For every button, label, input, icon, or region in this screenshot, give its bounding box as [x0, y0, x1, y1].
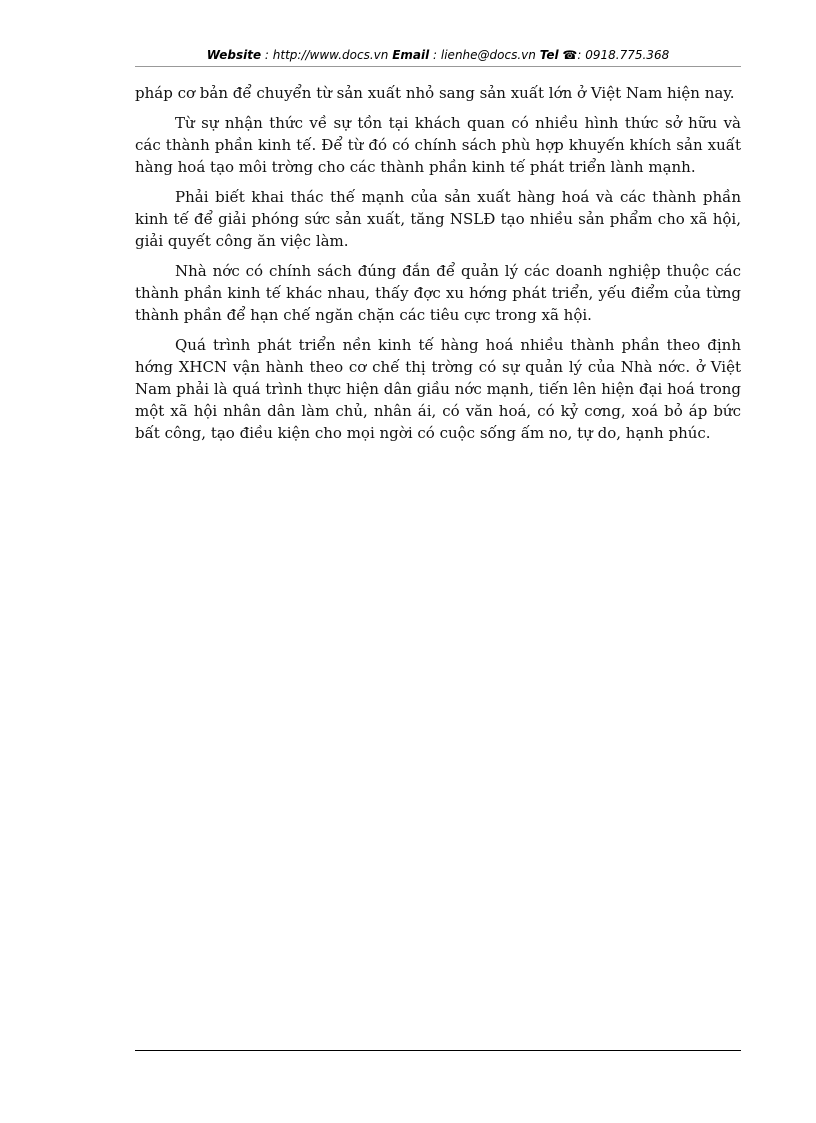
header-divider	[135, 66, 741, 67]
website-separator: :	[261, 48, 273, 62]
website-url[interactable]: http://www.docs.vn	[272, 48, 389, 62]
email-address[interactable]: lienhe@docs.vn	[440, 48, 536, 62]
paragraph: pháp cơ bản để chuyển từ sản xuất nhỏ sang sản xuất lớn ở Việt Nam hiện nay.	[135, 84, 735, 102]
email-separator: :	[429, 48, 441, 62]
paragraph: Nhà nớc có chính sách đúng đắn để quản lý các doanh nghiệp thuộc các thành phần kinh tế khác nhau, thấy đợc xu hớng phát triển, yếu điểm của từng thành phần để hạn chế ngăn chặn các tiêu cực trong xã hội.	[135, 262, 741, 324]
document-body	[135, 82, 741, 452]
page-header	[135, 46, 741, 64]
footer-divider	[135, 1050, 741, 1051]
tel-separator: :	[577, 48, 586, 62]
tel-number: 0918.775.368	[585, 48, 670, 62]
tel-label: Tel	[539, 48, 559, 62]
phone-icon: ☎	[562, 48, 578, 62]
paragraph: Phải biết khai thác thế mạnh của sản xuất hàng hoá và các thành phần kinh tế để giải phóng sức sản xuất, tăng NSLĐ tạo nhiều sản phẩm cho xã hội, giải quyết công ăn việc làm.	[135, 188, 741, 250]
email-label: Email	[392, 48, 430, 62]
paragraph: Quá trình phát triển nền kinh tế hàng hoá nhiều thành phần theo định hớng XHCN vận hành theo cơ chế thị trờng có sự quản lý của Nhà nớc. ở Việt Nam phải là quá trình thực hiện dân giầu nớc mạnh, tiến lên hiện đại hoá trong một xã hội nhân dân làm chủ, nhân ái, có văn hoá, có kỷ cơng, xoá bỏ áp bức bất công, tạo điều kiện cho mọi ngời có cuộc sống ấm no, tự do, hạnh phúc.	[135, 336, 741, 442]
paragraph: Từ sự nhận thức về sự tồn tại khách quan có nhiều hình thức sở hữu và các thành phần kinh tế. Để từ đó có chính sách phù hợp khuyến khích sản xuất hàng hoá tạo môi trờng cho các thành phần kinh tế phát triển lành mạnh.	[135, 114, 741, 176]
website-label: Website	[206, 48, 262, 62]
